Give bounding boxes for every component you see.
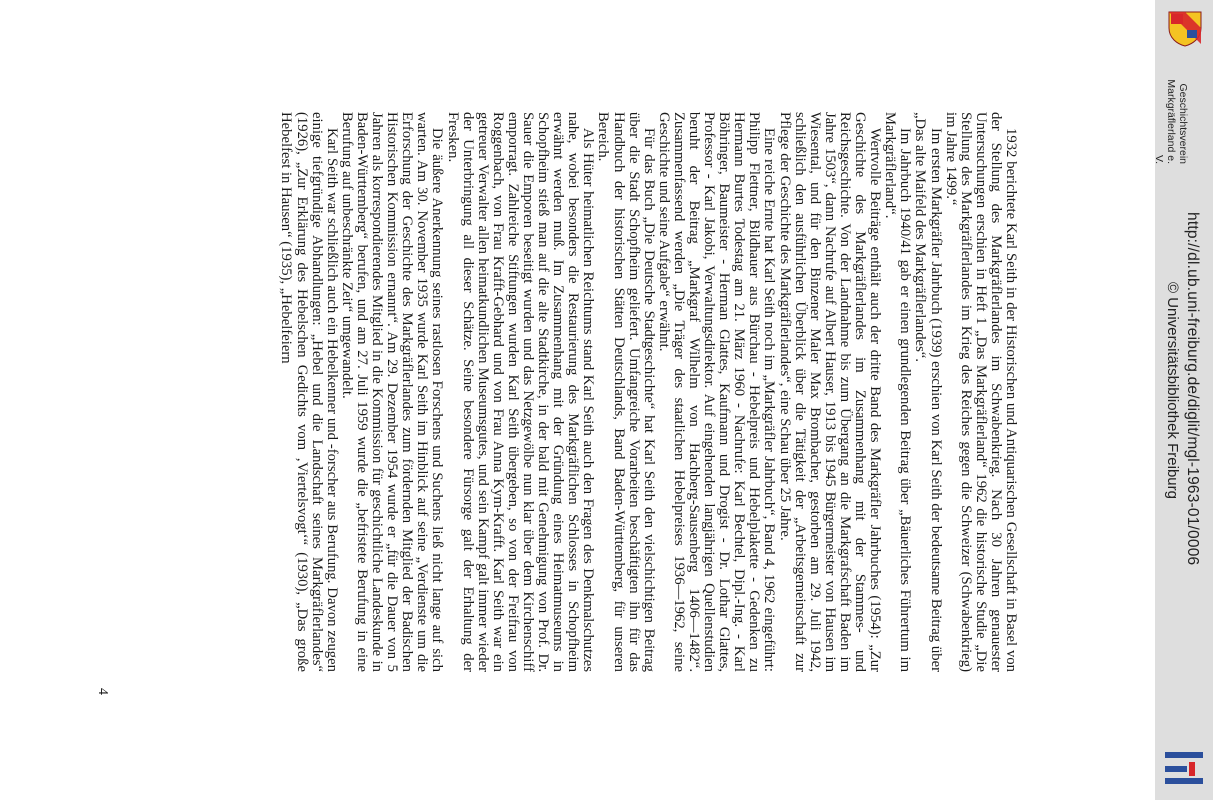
viewer-sidebar-text — [1013, 0, 1213, 800]
paragraph: Im Jahrbuch 1940/41 gab er einen grundlegenden Beitrag über „Bäuerliches Führertum im Markgräflerland“. — [882, 112, 914, 672]
paragraph: Für das Buch „Die Deutsche Stadtgeschichte“ hat Karl Seith den vielschichtigen Beitrag über die Stadt Schopfheim geliefert. Umfangreiche Vorarbeiten beschäftigten ihn für das Handbuch der historischen Stätten Deutschlands, Band Baden-Württemberg, für unseren Bereich. — [595, 112, 657, 672]
paragraph: Wertvolle Beiträge enthält auch der dritte Band des Markgräfler Jahrbuches (1954): „Zur Geschichte des Markgräflerlandes im Zusammenhang mit der Stammes- und Reichsgeschichte. Von der Landnahme bis zum Übergang an die Markgrafschaft Baden im Jahre 1503“, dann Nachrufe auf Albert Hauser, 1913 bis 1945 Bürgermeister von Hausen im Wiesental, und für den Binzener Maler Max Brombacher, gestorben am 29. Juli 1942, schließlich den ausführlichen Überblick über die Tätigkeit der „Arbeitsgemeinschaft zur Pflege der Geschichte des Markgräflerlandes“, eine Schau über 25 Jahre. — [776, 112, 884, 672]
paragraph: Die äußere Anerkennung seines rastlosen Forschens und Suchens ließ nicht lange auf sich warten. Am 30. November 1935 wurde Karl Seith im Hinblick auf seine „Verdienste um die Erforschung der Geschichte des Markgräflerlandes zum fördernden Mitglied der Badischen Historischen Kommission ernannt“. Am 29. Dezember 1954 wurde er „für die Dauer von 5 Jahren als korrespondierendes Mitglied in die Kommission für geschichtliche Landeskunde in Baden-Württemberg“ berufen, und am 27. Juli 1959 wurde die „befristete Berufung in eine Berufung auf unbeschränkte Zeit“ umgewandelt. — [338, 112, 446, 672]
copyright-notice: © Universitätsbibliothek Freiburg — [1164, 282, 1181, 499]
permalink-url[interactable]: http://dl.ub.uni-freiburg.de/diglit/mgl-1963-01/0006 — [1184, 212, 1201, 566]
paragraph: Eine reiche Ernte hat Karl Seith noch im „Markgräfler Jahrbuch“, Band 4, 1962 eingeführt: Philipp Flettner, Bildhauer aus Bürchau - Hebelpreis und Hebelplakette - Gedenken zu Hermann Burtes Todestag am 21. März 1960 - Nachrufe: Karl Bechtel, Dipl.-Ing. - Karl Böhringer, Baumeister - Herman Glattes, Kaufmann und Drogist - Dr. Lothar Glattes, Professor - Karl Jakobi, Verwaltungsdirektor. Auf eingehenden langjährigen Quellenstudien beruht der Beitrag „Markgraf Wilhelm von Hachberg-Sausenberg 1406—1482“. Zusammenfassend werden „Die Träger des staatlichen Hebelpreises 1936—1962, seine Geschichte und seine Aufgabe“ erwähnt. — [655, 112, 778, 672]
page-number: 4 — [95, 688, 110, 695]
society-line-1: Geschichtsverein — [1177, 83, 1189, 164]
paragraph: 1932 berichtete Karl Seith in der Historischen und Antiquarischen Gesellschaft in Basel von der Stellung des Markgräflerlandes im Schwabenkrieg. Nach 30 Jahren genauester Untersuchungen erschien in Heft 1 „Das Markgräflerland“ 1962 die historische Studie „Die Stellung des Markgräflerlandes im Krieg des Reiches gegen die Schweizer (Schwabenkrieg) im Jahre 1499.“ — [942, 112, 1019, 672]
society-name — [1153, 72, 1189, 164]
paragraph: Karl Seith war schließlich auch ein Hebelkenner und -forscher aus Berufung. Davon zeugen einige tiefgründige Abhandlungen: „Hebel und die Landschaft seines Markgräflerlandes“ (1926), „Zur Erklärung des Hebelschen Gedichts vom ‚Viertelsvogt‘“ (1930), „Das große Hebelfest in Hausen“ (1935), „Hebelfeiern — [278, 112, 340, 672]
paragraph: Im ersten Markgräfler Jahrbuch (1939) erschien von Karl Seith der bedeutsame Beitrag über „Das alte Maifeld des Markgräflerlandes“. — [912, 112, 944, 672]
society-line-2: Markgräflerland e. V. — [1153, 79, 1177, 164]
paragraph: Als Hüter heimatlichen Reichtums stand Karl Seith auch den Fragen des Denkmalschutzes nahe, wobei besonders die Restaurierung des Markgräflichen Schlosses in Schopfheim erwähnt werden muß. Im Zusammenhang mit der Gründung eines Heimatmuseums in Schopfheim stieß man auf die alte Stadtkirche, in der bald mit Genehmigung von Prof. Dr. Sauer die Emporen beseitigt wurden und das Netzgewölbe nun klar über dem Kirchenschiff emporragt. Zahlreiche Stiftungen wurden Karl Seith übergeben, so von der Freifrau von Roggenbach, von Frau Krafft-Gebhard und von Frau Anna Kym-Krafft. Karl Seith war ein getreuer Verwalter allen heimatkundlichen Museumsgutes, und sein Kampf galt immer wieder der Unterbringung all dieser Schätze. Seine besondere Fürsorge galt der Erhaltung der Fresken. — [444, 112, 597, 672]
article-text — [278, 112, 1018, 672]
